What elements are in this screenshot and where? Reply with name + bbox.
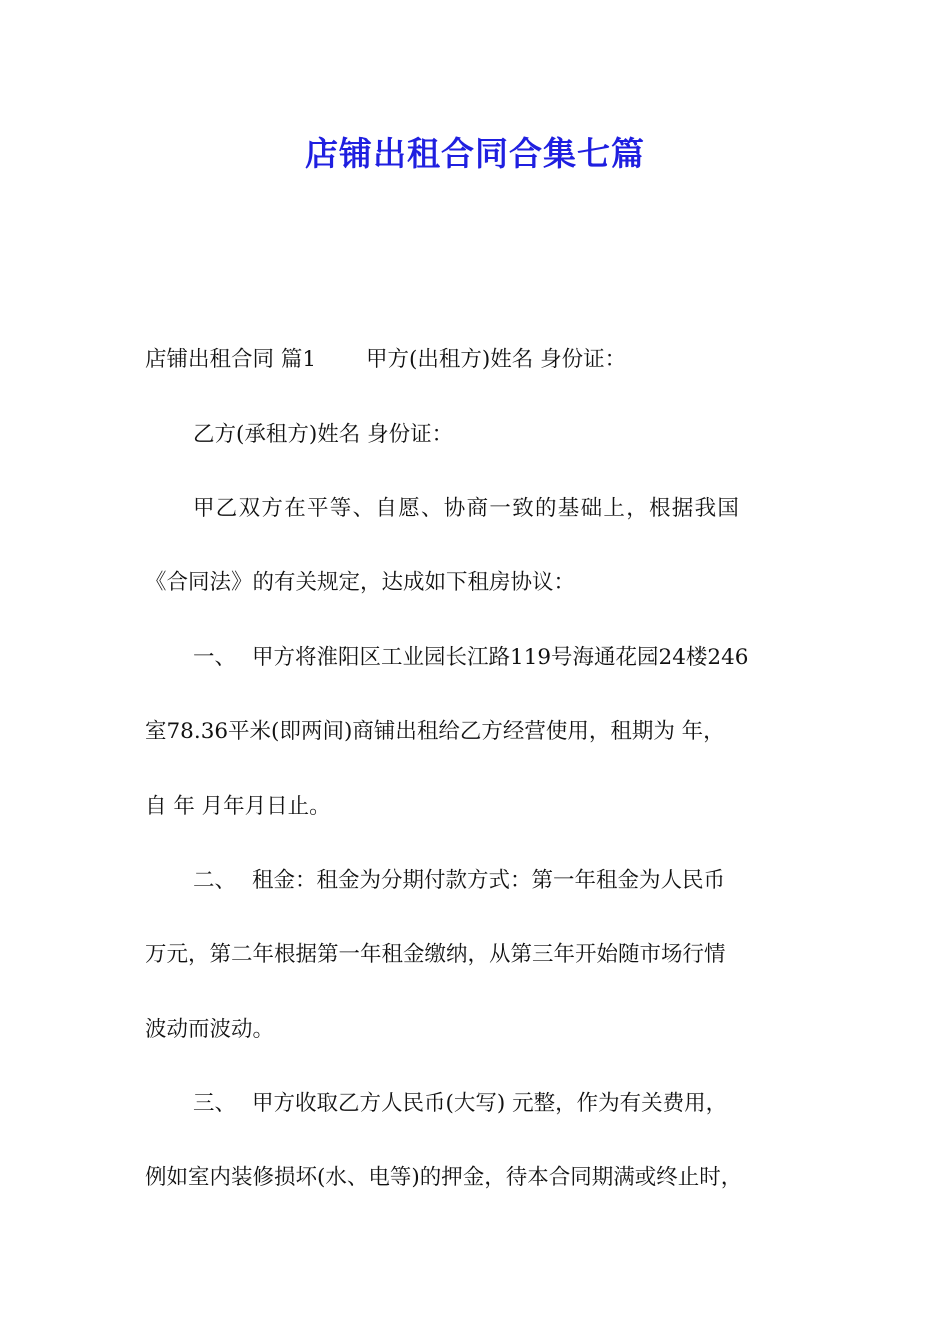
section-heading: 店铺出租合同 篇1	[145, 347, 317, 372]
clause-text: 甲方收取乙方人民币(大写) 元整，作为有关费用，	[252, 1091, 728, 1116]
paragraph-line: 自 年 月年月日止。	[145, 794, 331, 819]
clause-text: 租金：租金为分期付款方式：第一年租金为人民币	[252, 868, 726, 893]
paragraph-line: 室78.36平米(即两间)商铺出租给乙方经营使用，租期为 年，	[145, 719, 725, 744]
paragraph-line: 波动而波动。	[145, 1017, 275, 1042]
clause-number: 一、	[193, 645, 237, 670]
paragraph-line: 甲乙双方在平等、自愿、协商一致的基础上，根据我国	[193, 496, 741, 521]
party-a-info: 甲方(出租方)姓名 身份证：	[366, 347, 627, 372]
paragraph-line: 例如室内装修损坏(水、电等)的押金，待本合同期满或终止时，	[145, 1165, 743, 1190]
document-title: 店铺出租合同合集七篇	[305, 134, 645, 173]
paragraph-line: 《合同法》的有关规定，达成如下租房协议：	[145, 570, 576, 595]
clause-number: 三、	[193, 1091, 237, 1116]
clause-number: 二、	[193, 868, 237, 893]
paragraph-line: 万元，第二年根据第一年租金缴纳，从第三年开始随市场行情	[145, 942, 726, 967]
clause-line	[193, 643, 873, 673]
clause-line	[193, 1089, 873, 1119]
paragraph-line-heading	[145, 345, 825, 375]
clause-line	[193, 866, 873, 896]
paragraph-line: 乙方(承租方)姓名 身份证：	[193, 422, 454, 447]
clause-text: 甲方将淮阳区工业园长江路119号海通花园24楼246	[252, 645, 749, 670]
